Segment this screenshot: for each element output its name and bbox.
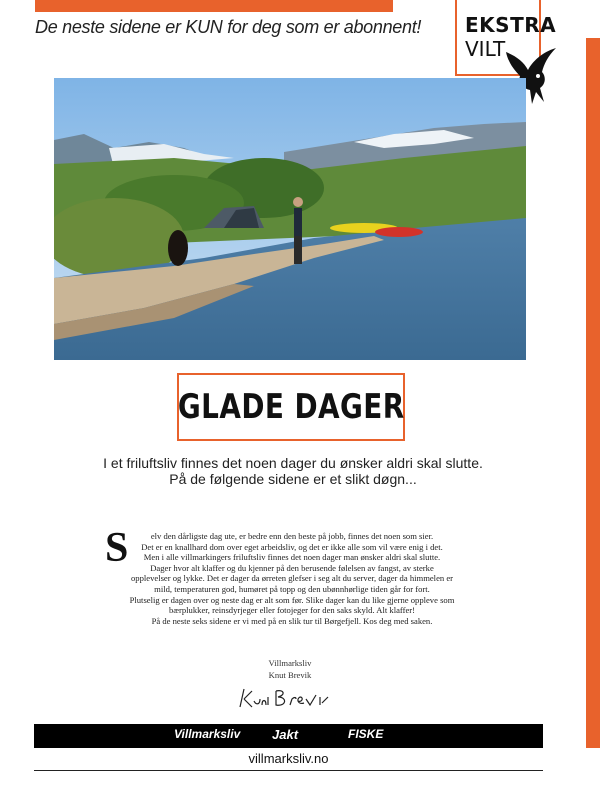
body-line: elv den dårligste dag ute, er bedre enn den beste på jobb, finnes det noen som sier. <box>150 531 434 541</box>
body-line: opplevelser og lykke. Det er dager da ørreten glefser i seg alt du server, dager da himmelen er <box>130 573 454 584</box>
body-line: Men i alle villmarkingers friluftsliv finnes det noen dager man ønsker aldri skal slutte. <box>143 552 441 563</box>
badge-line2: VILT <box>465 37 506 61</box>
article-body <box>98 531 486 626</box>
top-accent-bar <box>35 0 393 12</box>
article-lead <box>60 455 526 487</box>
body-line: På de neste seks sidene er vi med på en slik tur til Børgefjell. Kos deg med saken. <box>151 615 433 626</box>
website-url[interactable]: villmarksliv.no <box>248 751 329 766</box>
signoff-magazine: Villmarksliv <box>268 658 312 668</box>
body-line: Dager hvor alt klaffer og du kjenner på den berusende følelsen av fangst, av sterke <box>150 562 434 573</box>
brand-bar <box>34 724 543 748</box>
camp-photo-illustration <box>54 78 526 360</box>
footer-rule <box>34 770 543 771</box>
brand-fiske: FISKE <box>348 727 384 741</box>
body-line: mild, temperaturen god, humøret på topp og den ubønnhørlige tiden går for fort. <box>154 583 430 594</box>
body-line: bærplukker, reinsdyrjeger eller fotojeger for den saks skyld. Alt klaffer! <box>168 605 415 616</box>
signature <box>236 683 330 713</box>
signoff-name: Knut Brevik <box>268 670 312 680</box>
body-line: Det er en knallhard dom over eget arbeidsliv, og det er ikke alle som vil være enig i det. <box>141 541 443 552</box>
drop-cap: S <box>105 525 129 571</box>
lead-line1: I et friluftsliv finnes det noen dager du ønsker aldri skal slutte. <box>103 455 483 471</box>
subscriber-note: De neste sidene er KUN for deg som er abonnent! <box>35 17 422 37</box>
camp-photo <box>54 78 526 360</box>
title-box <box>177 373 405 441</box>
lead-line2: På de følgende sidene er et slikt døgn... <box>169 471 417 487</box>
badge-line1: EKSTRA <box>465 13 557 37</box>
body-line: Plutselig er dagen over og neste dag er alt som før. Slike dager kan du like gjerne oppleve som <box>129 594 455 605</box>
article-title: GLADE DAGER <box>177 387 405 427</box>
brand-villmarksliv: Villmarksliv <box>174 727 241 741</box>
brand-jakt: Jakt <box>272 727 299 742</box>
side-accent-bar <box>586 38 600 748</box>
